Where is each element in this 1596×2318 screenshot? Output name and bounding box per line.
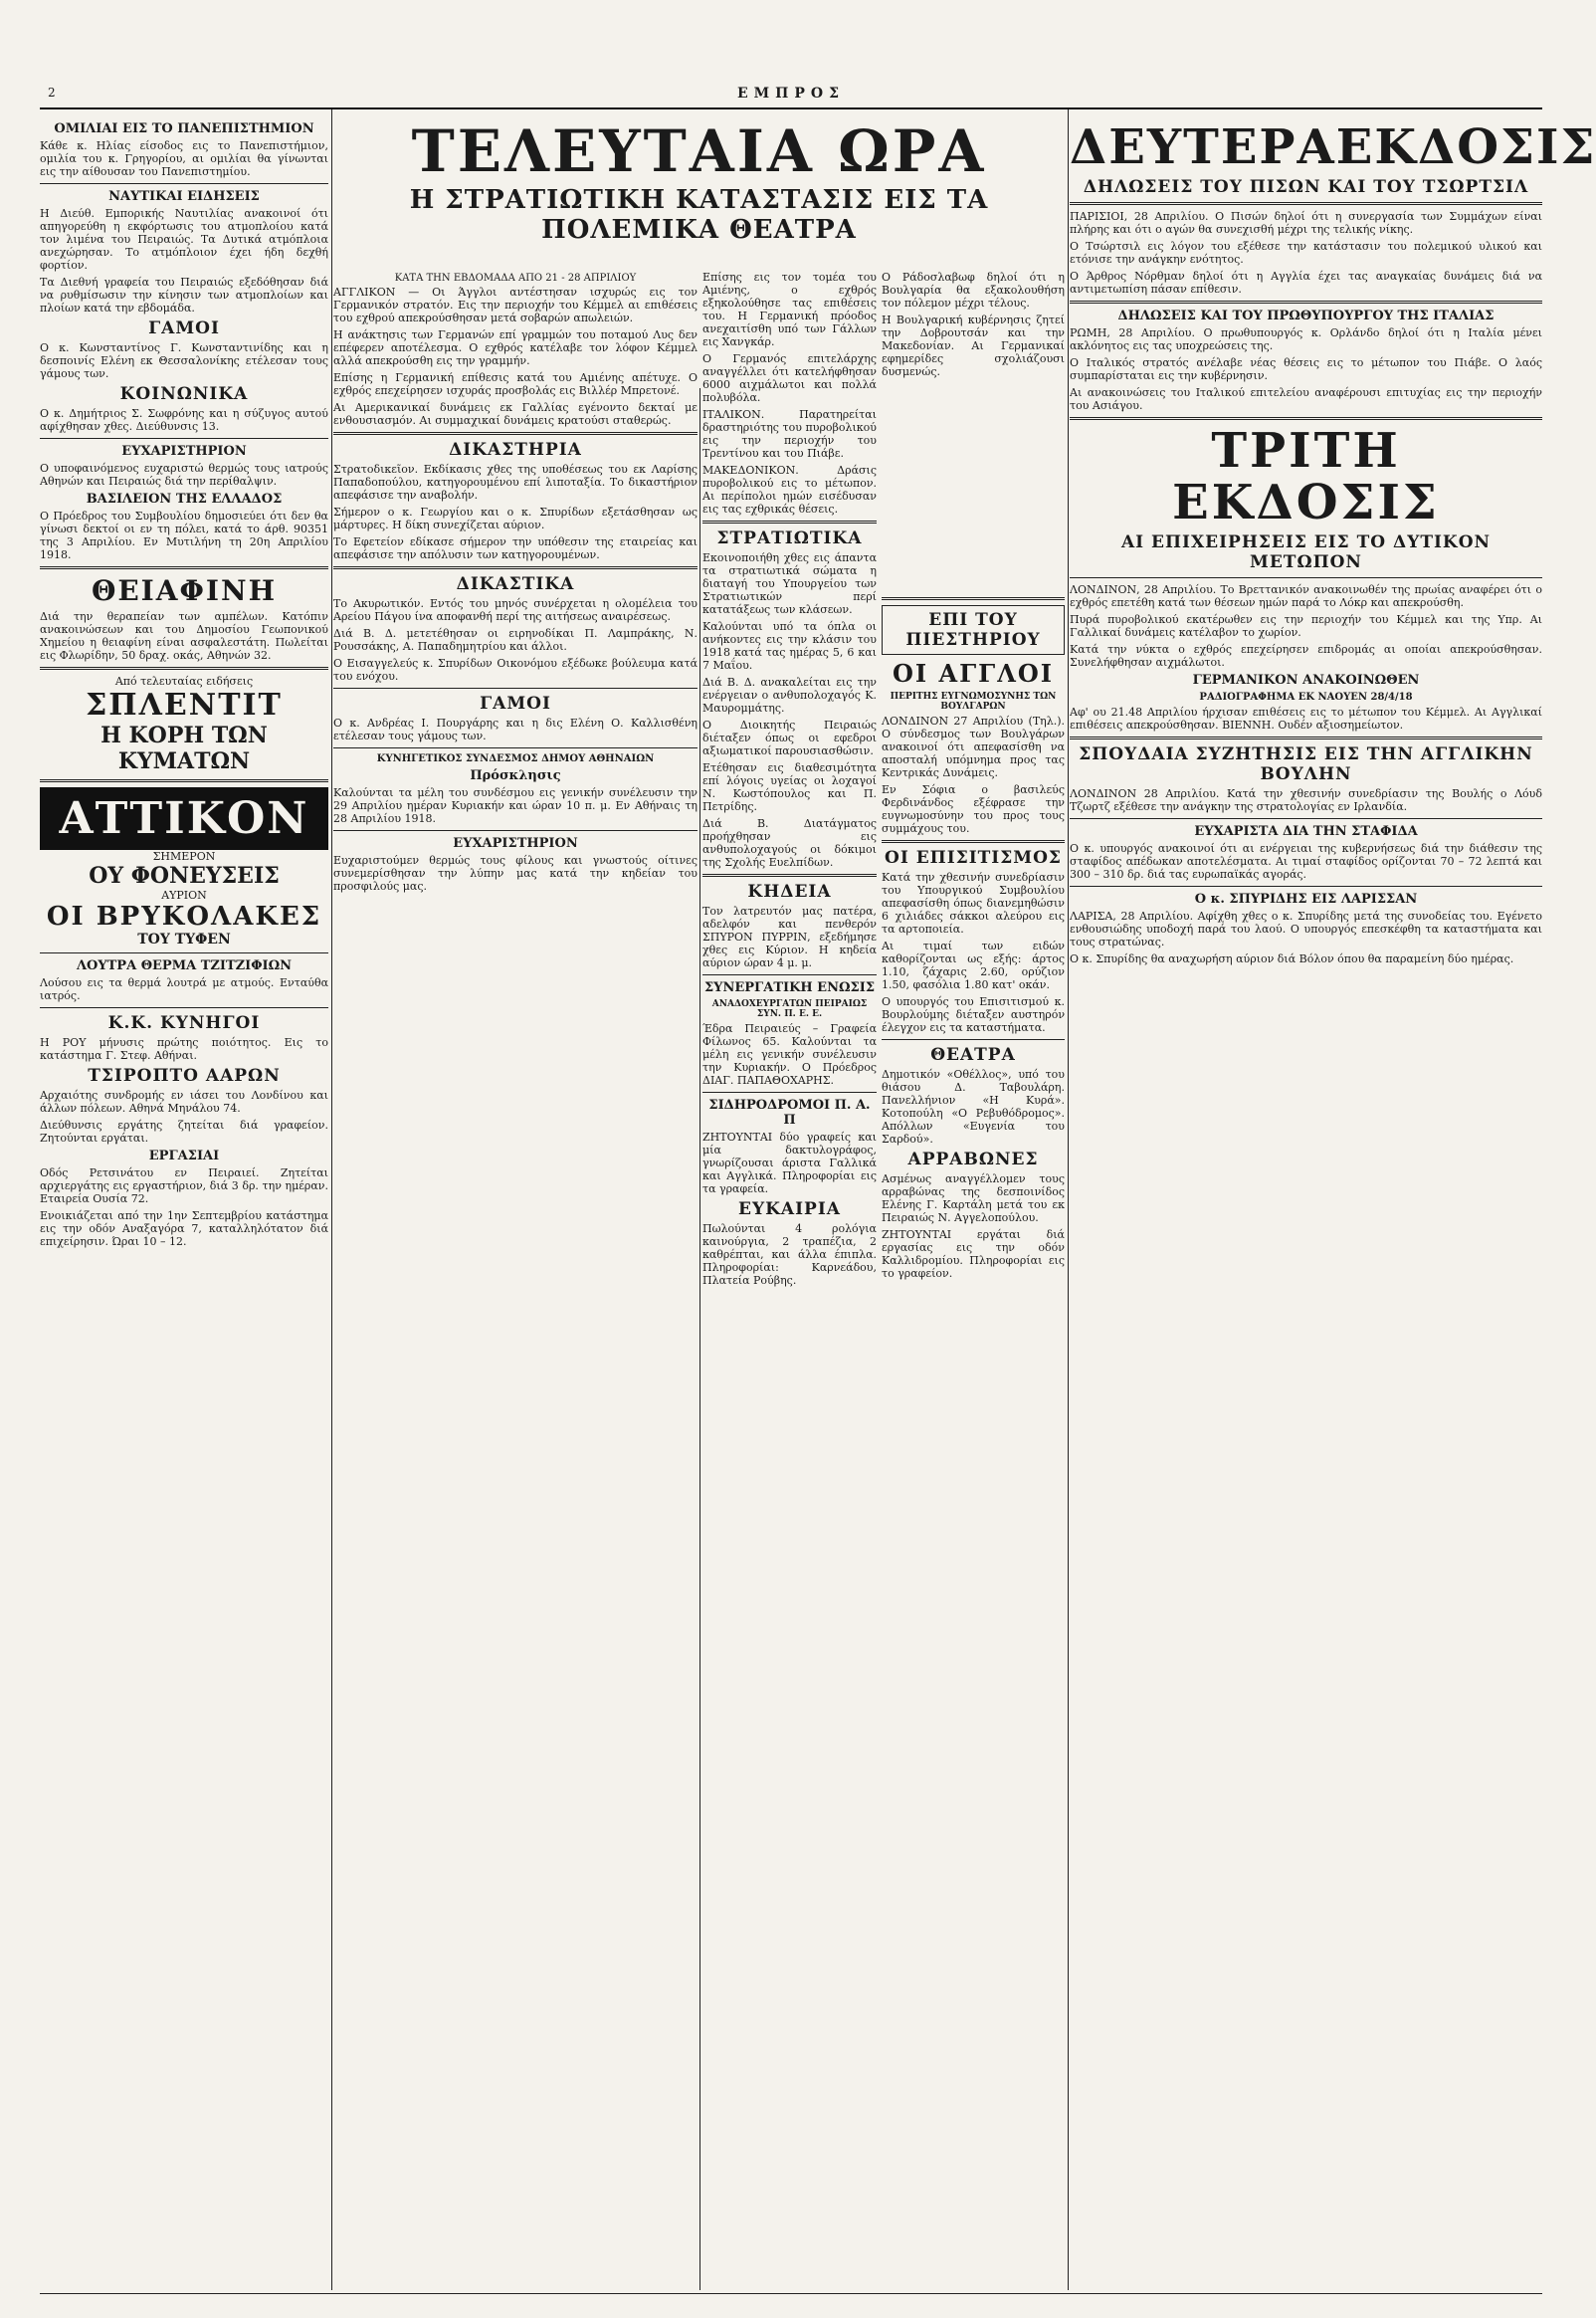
article-text: Διεύθυνσις εργάτης ζητείται διά γραφείον. Ζητούνται εργάται. — [40, 1119, 328, 1145]
article-text: Αι τιμαί των ειδών καθορίζονται ως εξής: άρτος 1.10, ζάχαρις 2.60, ορύζιον 1.50, φασόλια 1.80 κατ' οκάν. — [882, 940, 1065, 991]
article-text: Τον λατρευτόν μας πατέρα, αδελφόν και πενθερόν ΣΠΥΡΟΝ ΠΥΡΡΙΝ, εξεδήμησε χθες εις Κύριον. Η κηδεία αύριον ώραν 4 μ. μ. — [702, 905, 877, 969]
headline-social: ΚΟΙΝΩΝΙΚΑ — [119, 384, 249, 404]
article-text: Η Βουλγαρική κυβέρνησις ζητεί την Δοβρουτσάν και την Μακεδονίαν. Αι Γερμανικαί εφημερίδες σχολιάζουσι δυσμενώς. — [882, 314, 1065, 378]
divider — [1070, 886, 1542, 887]
masthead — [40, 86, 1542, 109]
article-text: ΖΗΤΟΥΝΤΑΙ εργάται διά εργασίας εις την οδόν Καλλιδρομίου. Πληροφορίαι εις το γραφείον. — [882, 1228, 1065, 1280]
article-text: Αι ανακοινώσεις του Ιταλικού επιτελείου αναφέρουσι επιτυχίας εις την περιοχήν του Ασιάγου. — [1070, 386, 1542, 412]
column-rule — [699, 388, 700, 2290]
article-text: Ενοικιάζεται από την 1ην Σεπτεμβρίου κατάστημα εις την οδόν Αναξαγόρα 7, καταλληλότατον διά επιχείρησιν. Ώραι 10 – 12. — [40, 1209, 328, 1248]
article-text: Πυρά πυροβολικού εκατέρωθεν εις την περιοχήν του Κέμμελ και της Υπρ. Αι Γαλλικαί δυνάμεις κατέλαβον το χωρίον. — [1070, 613, 1542, 639]
divider — [333, 566, 698, 569]
headline-thanks: ΕΥΧΑΡΙΣΤΗΡΙΟΝ — [453, 836, 578, 851]
article-text: Ο Γερμανός επιτελάρχης αναγγέλλει ότι κατελήφθησαν 6000 αιχμάλωτοι και πολλά πολυβόλα. — [702, 352, 877, 404]
divider — [1070, 577, 1542, 578]
newspaper-name: ΕΜΠΡΟΣ — [736, 86, 845, 102]
article-text: Ο κ. Ανδρέας Ι. Πουργάρης και η δις Ελένη Ο. Καλλισθένη ετέλεσαν τους γάμους των. — [333, 717, 698, 742]
article-text: Ο Διοικητής Πειραιώς διέταξεν όπως οι εφεδροι αξιωματικοί παρουσιασθώσιν. — [702, 719, 877, 757]
column-rule — [331, 109, 332, 2290]
article-text: ΛΑΡΙΣΑ, 28 Απριλίου. Αφίχθη χθες ο κ. Σπυρίδης μετά της συνοδείας του. Εγένετο ενθουσιώδης υποδοχή παρά του λαού. Ο υπουργός επεσκέφθη τα καταστήματα και τους στρατώνας. — [1070, 910, 1542, 948]
article-text: Ο Άρθρος Νόρθμαν δηλοί ότι η Αγγλία έχει τας αναγκαίας δυνάμεις διά να αντιμετωπίση πάσαν επίθεσιν. — [1070, 270, 1542, 296]
divider — [702, 521, 877, 524]
headline-on-the-press: ΕΠΙ ΤΟΥ ΠΙΕΣΤΗΡΙΟΥ — [882, 605, 1065, 655]
headline-judicial: ΔΙΚΑΣΤΙΚΑ — [456, 574, 575, 594]
article-text: Ο Εισαγγελεύς κ. Σπυρίδων Οικονόμου εξέδωκε βούλευμα κατά του ενόχου. — [333, 657, 698, 683]
article-text: Το Εφετείον εδίκασε σήμερον την υπόθεσιν της εταιρείας και απεφάσισε την απόλυσιν των κατηγορουμένων. — [333, 535, 698, 561]
divider — [882, 1039, 1065, 1040]
ad-subtitle: ΑΥΡΙΟΝ — [161, 889, 207, 902]
article-text: Εκοινοποιήθη χθες εις άπαντα τα στρατιωτικά σώματα η διαταγή του Υπουργείου των Στρατιωτικών περί κατατάξεως των κλάσεων. — [702, 551, 877, 616]
article-text: Επίσης η Γερμανική επίθεσις κατά του Αμιένης απέτυχε. Ο εχθρός επεχείρησεν ισχυράς προσβολάς εις Βιλλέρ Μπρετονέ. — [333, 371, 698, 397]
article-text: Τα Διεθνή γραφεία του Πειραιώς εξεδόθησαν διά να ρυθμίσωσιν την κίνησιν των ατμοπλοίων και πλοίων κατά την εβδομάδα. — [40, 276, 328, 315]
article-text: Έδρα Πειραιεύς – Γραφεία Φίλωνος 65. Καλούνται τα μέλη εις γενικήν συνέλευσιν την Κυριακήν. Ο Πρόεδρος ΔΙΑΓ. ΠΑΠΑΘΟΧΑΡΗΣ. — [702, 1022, 877, 1087]
article-text: Ο κ. Σπυρίδης θα αναχωρήση αύριον διά Βόλον όπου θα παραμείνη δύο ημέρας. — [1070, 952, 1514, 965]
article-text: Δημοτικόν «Οθέλλος», υπό του θιάσου Δ. Ταβουλάρη. Πανελλήνιον «Η Κυρά». Κοτοπούλη «Ο Ρεβυθόδρομος». Απόλλων «Ευγενία του Σαρδού». — [882, 1068, 1065, 1146]
divider — [40, 779, 328, 782]
headline-bulgarian-gratitude: ΠΕΡΙΤΗΣ ΕΥΓΝΩΜΟΣΥΝΗΣ ΤΩΝ ΒΟΥΛΓΑΡΩΝ — [890, 692, 1057, 712]
ad-title: ΣΠΛΕΝΤΙΤ — [86, 688, 283, 723]
article-text: Ο Τσώρτσιλ εις λόγον του εξέθεσε την κατάστασιν του πολεμικού υλικού και ετόνισε την ανάγκην ενότητος. — [1070, 240, 1542, 266]
headline-courts: ΔΙΚΑΣΤΗΡΙΑ — [449, 440, 582, 460]
article-text: Οδός Ρετσινάτου εν Πειραιεί. Ζητείται αρχιεργάτης εις εργαστήριον, διά 3 δρ. την ημέραν. Εταιρεία Ουσία 72. — [40, 1166, 328, 1205]
advertisement-attikon — [40, 787, 328, 948]
article-text: ΖΗΤΟΥΝΤΑΙ δύο γραφείς και μία δακτυλογράφος, γνωρίζουσαι άριστα Γαλλικά και Αγγλικά. Πληροφορίαι εις τα γραφεία. — [702, 1131, 877, 1195]
ad-small-text: Από τελευταίας ειδήσεις — [114, 675, 254, 688]
headline-cooperative: ΣΥΝΕΡΓΑΤΙΚΗ ΕΝΩΣΙΣ — [703, 980, 876, 995]
article-text: Διά Β. Δ. ανακαλείται εις την ενέργειαν ο ανθυπολοχαγός Κ. Μαυρομμάτης. — [702, 676, 877, 715]
article-text: Επίσης εις τον τομέα του Αμιένης, ο εχθρός εξηκολούθησε τας επιθέσεις του. Η Γερμανική πρόοδος ανεχαιτίσθη υπό των Γάλλων εις Χανγκάρ. — [702, 271, 877, 348]
headline-theatres: ΘΕΑΤΡΑ — [930, 1045, 1016, 1065]
article-text: Διά Β. Διατάγματος προήχθησαν εις ανθυπολοχαγούς οι δόκιμοι της Σχολής Ευελπίδων. — [702, 817, 877, 869]
article-text: Πωλούνται 4 ρολόγια καινούργια, 2 τραπέζια, 2 καθρέπται, και άλλα έπιπλα. Πληροφορίαι: Καρνεάδου, Πλατεία Ρούβης. — [702, 1222, 877, 1287]
article-text: Η ανάκτησις των Γερμανών επί γραμμών του ποταμού Λυς δεν επέφερεν αποτέλεσμα. Ο εχθρός κατέλαβε τον λόφον Κέμμελ αλλά απεκρούσθη εις την γραμμήν. — [333, 328, 698, 367]
article-text: ΜΑΚΕΔΟΝΙΚΟΝ. Δράσις πυροβολικού εις το μέτωπον. Αι περίπολοι ημών εισέδυσαν εις τας εχθρικάς θέσεις. — [702, 464, 877, 516]
ad-subtitle: ΣΗΜΕΡΟΝ — [152, 850, 216, 863]
headline-hunting-club: ΚΥΝΗΓΕΤΙΚΟΣ ΣΥΝΔΕΣΜΟΣ ΔΗΜΟΥ ΑΘΗΝΑΙΩΝ — [376, 753, 655, 764]
headline-kingdom: ΒΑΣΙΛΕΙΟΝ ΤΗΣ ΕΛΛΑΔΟΣ — [86, 492, 283, 507]
article-text: Η Διεύθ. Εμπορικής Ναυτιλίας ανακοινοί ότι απηγορεύθη η εκφόρτωσις του ατμοπλοίου κατά τον λιμένα του Πειραιώς. Τα Δυτικά ατμόπλοια ανεχώρησαν. Το ατμόπλοιον έχει ήδη δεχθή φορτίον. — [40, 207, 328, 272]
divider — [40, 667, 328, 670]
article-text: Αι Αμερικανικαί δυνάμεις εκ Γαλλίας εγένοντο δεκταί με ενθουσιασμόν. Αι συμμαχικαί δυνάμεις κρατούσι σταθερώς. — [333, 401, 698, 427]
column-4 — [1070, 117, 1596, 2318]
article-text: Ο Ιταλικός στρατός ανέλαβε νέας θέσεις εις το μέτωπον του Πιάβε. Ο λαός συμπαρίσταται εις την κυβέρνησιν. — [1070, 356, 1542, 382]
ad-subtitle: ΟΙ ΒΡΥΚΟΛΑΚΕΣ — [46, 902, 322, 932]
divider — [1070, 301, 1542, 304]
headline-theiafini: ΘΕΙΑΦΙΝΗ — [91, 574, 278, 607]
article-text: Κατά την νύκτα ο εχθρός επεχείρησεν επιδρομάς αι οποίαι απεκρούσθησαν. Συνελήφθησαν αιχμάλωτοι. — [1070, 643, 1542, 669]
headline-lectures: ΟΜΙΛΙΑΙ ΕΙΣ ΤΟ ΠΑΝΕΠΙΣΤΗΜΙΟΝ — [54, 121, 314, 136]
headline-engagements: ΑΡΡΑΒΩΝΕΣ — [907, 1150, 1039, 1169]
divider — [882, 840, 1065, 843]
article-text: Στρατοδικεῖον. Εκδίκασις χθες της υποθέσεως του εκ Λαρίσης Παπαδοπούλου, κατηγορουμένου επί λιποταξία. Το δικαστήριον απεφάσισε την αναβολήν. — [333, 463, 698, 502]
dateline: ΚΑΤΑ ΤΗΝ ΕΒΔΟΜΑΔΑ ΑΠΟ 21 - 28 ΑΠΡΙΛΙΟΥ — [394, 273, 637, 284]
divider — [40, 566, 328, 569]
divider — [1070, 818, 1542, 819]
headline-funeral: ΚΗΔΕΙΑ — [747, 882, 832, 902]
headline-third-edition: ΤΡΙΤΗ ΕΚΔΟΣΙΣ — [1172, 423, 1440, 530]
divider — [702, 974, 877, 975]
headline-supply: ΟΙ ΕΠΙΣΙΤΙΣΜΟΣ — [885, 848, 1062, 868]
headline-baths: ΛΟΥΤΡΑ ΘΕΡΜΑ ΤΖΙΤΖΙΦΙΩΝ — [76, 958, 293, 973]
article-text: Αρχαιότης συνδρομής εν ιάσει του Λονδίνου και άλλων πόλεων. Αθηνά Μηνάλου 74. — [40, 1089, 328, 1115]
article-text: Η ΡΟΥ μήνυσις πρώτης ποιότητος. Εις το κατάστημα Γ. Στεφ. Αθήναι. — [40, 1036, 328, 1062]
headline-raisin: ΕΥΧΑΡΙΣΤΑ ΔΙΑ ΤΗΝ ΣΤΑΦΙΔΑ — [1194, 824, 1418, 839]
article-text: Κάθε κ. Ηλίας είσοδος εις το Πανεπιστήμιον, ομιλία του κ. Γρηγορίου, αι ομιλίαι θα γίνωνται εις την αίθουσαν του Πανεπιστημίου. — [40, 139, 328, 178]
ad-subtitle: Η ΚΟΡΗ ΤΩΝ ΚΥΜΑΤΩΝ — [100, 723, 268, 774]
headline-naval-news: ΝΑΥΤΙΚΑΙ ΕΙΔΗΣΕΙΣ — [108, 189, 260, 204]
article-text: Ο υποφαινόμενος ευχαριστώ θερμώς τους ιατρούς Αθηνών και Πειραιώς διά την περίθαλψιν. — [40, 462, 328, 488]
page-number: 2 — [48, 86, 56, 100]
article-text: Το Ακυρωτικόν. Εντός του μηνός συνέρχεται η ολομέλεια του Αρείου Πάγου ίνα αποφανθή περί της αιτήσεως αναιρέσεως. — [333, 597, 698, 623]
divider — [702, 1092, 877, 1093]
article-text: Ο Ράδοσλαβωφ δηλοί ότι η Βουλγαρία θα εξακολουθήση τον πόλεμον μέχρι τέλους. — [882, 271, 1065, 310]
headline-military: ΣΤΡΑΤΙΩΤΙΚΑ — [716, 528, 863, 548]
divider — [333, 747, 698, 748]
headline-pichon-churchill: ΔΗΛΩΣΕΙΣ ΤΟΥ ΠΙΣΩΝ ΚΑΙ ΤΟΥ ΤΣΩΡΤΣΙΛ — [1083, 177, 1529, 197]
ad-subtitle: ΤΟΥ ΤΥΦΕΝ — [137, 932, 231, 948]
article-text: ΛΟΝΔΙΝΟΝ 27 Απριλίου (Τηλ.). Ο σύνδεσμος των Βουλγάρων ανακοινοί ότι απεφασίσθη να αποσταλή υπόμνημα προς τας Κεντρικάς Δυνάμεις. — [882, 715, 1065, 779]
article-text: Σήμερον ο κ. Γεωργίου και ο κ. Σπυρίδων εξετάσθησαν ως μάρτυρες. Η δίκη συνεχίζεται αύριον. — [333, 506, 698, 531]
headline-spyridis-larissa: Ο κ. ΣΠΥΡΙΔΗΣ ΕΙΣ ΛΑΡΙΣΣΑΝ — [1194, 892, 1418, 907]
divider — [333, 432, 698, 435]
article-text: Διά την θεραπείαν των αμπέλων. Κατόπιν ανακοινώσεων και του Δημοσίου Γεωπονικού Χημείου η θειαφίνη είναι ασφαλεστάτη. Πωλείται εις Φλωρίδην, 50 δραχ. οκάς, Αθηνών 32. — [40, 610, 328, 662]
divider — [702, 874, 877, 877]
article-text: Καλούνται τα μέλη του συνδέσμου εις γενικήν συνέλευσιν την 29 Απριλίου ημέραν Κυριακήν και ώραν 10 π. μ. Εν Αθήναις τη 28 Απριλίου 1918. — [333, 786, 698, 825]
article-text: Ο κ. Κωνσταντίνος Γ. Κωνσταντινίδης και η δεσποινίς Ελένη εκ Θεσσαλονίκης ετέλεσαν τους γάμους των. — [40, 341, 328, 380]
divider — [1070, 737, 1542, 739]
headline-hunters: Κ.Κ. ΚΥΝΗΓΟΙ — [107, 1013, 261, 1033]
ad-title: ΑΤΤΙΚΟΝ — [40, 787, 328, 850]
divider — [40, 183, 328, 184]
article-text: Κατά την χθεσινήν συνεδρίασιν του Υπουργικού Συμβουλίου απεφασίσθη όπως διανεμηθώσιν 6 χιλιάδες σάκκοι αλεύρου εις τα αρτοποιεία. — [882, 871, 1065, 936]
divider — [40, 1007, 328, 1008]
article-text: ΡΩΜΗ, 28 Απριλίου. Ο πρωθυπουργός κ. Ορλάνδο δηλοί ότι η Ιταλία μένει ακλόνητος εις τας υποχρεώσεις της. — [1070, 326, 1542, 352]
headline-radiogram: ΡΑΔΙΟΓΡΑΦΗΜΑ ΕΚ ΝΑΟΥΕΝ 28/4/18 — [1199, 692, 1413, 703]
article-text: Διά Β. Δ. μετετέθησαν οι ειρηνοδίκαι Π. Λαμπράκης, Ν. Ρουσσάκης, Α. Παπαδημητρίου και άλλοι. — [333, 627, 698, 653]
article-text: ΙΤΑΛΙΚΟΝ. Παρατηρείται δραστηριότης του πυροβολικού εις την περιοχήν του Τρεντίνου και του Πιάβε. — [702, 408, 877, 460]
divider — [333, 688, 698, 689]
column-2 — [333, 271, 698, 2318]
headline-military-situation: Η ΣΤΡΑΤΙΩΤΙΚΗ ΚΑΤΑΣΤΑΣΙΣ ΕΙΣ ΤΑ ΠΟΛΕΜΙΚΑ ΘΕΑΤΡΑ — [409, 185, 989, 245]
article-text: Εν Σόφια ο βασιλεύς Φερδινάνδος εξέφρασε την ευγνωμοσύνην του προς τους συμμάχους του. — [882, 783, 1065, 835]
article-text: Ετέθησαν εις διαθεσιμότητα επί λόγοις υγείας οι λοχαγοί Ν. Κωστόπουλος και Π. Πετρίδης. — [702, 761, 877, 813]
column-1 — [40, 117, 328, 2318]
headline-the-english: ΟΙ ΑΓΓΛΟΙ — [893, 659, 1054, 688]
headline-weddings: ΓΑΜΟΙ — [148, 318, 220, 338]
article-text: Ο Πρόεδρος του Συμβουλίου δημοσιεύει ότι δεν θα γίνωσι δεκτοί οι εν τη πόλει, κατά το άρθ. 90351 της 3 Απριλίου. Εν Μυτιλήνη τη 20η Απριλίου 1918. — [40, 510, 328, 561]
article-text: ΑΓΓΛΙΚΟΝ — Οι Άγγλοι αντέστησαν ισχυρώς εις τον Γερμανικόν στρατόν. Εις την περιοχήν του Κέμμελ αι επιθέσεις του εχθρού απεκρούσθησαν μετά σοβαρών απωλειών. — [333, 286, 698, 324]
article-text: Ο υπουργός του Επισιτισμού κ. Βουρλούμης διέταξεν αυστηρόν έλεγχον εις τα καταστήματα. — [882, 995, 1065, 1034]
divider — [40, 952, 328, 953]
headline-british-parliament: ΣΠΟΥΔΑΙΑ ΣΥΖΗΤΗΣΙΣ ΕΙΣ ΤΗΝ ΑΓΓΛΙΚΗΝ ΒΟΥΛΗΝ — [1079, 744, 1533, 784]
article-text: Ευχαριστούμεν θερμώς τους φίλους και γνωστούς οίτινες συνεμερίσθησαν την λύπην μας κατά την κηδείαν του προσφιλούς μας. — [333, 854, 698, 893]
advertisement-splendid — [40, 675, 328, 774]
divider — [333, 830, 698, 831]
headline-invitation: Πρόσκλησις — [470, 768, 561, 783]
headline-german-communique: ΓΕΡΜΑΝΙΚΟΝ ΑΝΑΚΟΙΝΩΘΕΝ — [1192, 673, 1420, 688]
headline-italian-pm: ΔΗΛΩΣΕΙΣ ΚΑΙ ΤΟΥ ΠΡΩΘΥΠΟΥΡΓΟΥ ΤΗΣ ΙΤΑΛΙΑΣ — [1117, 309, 1495, 323]
headline-last-hour: ΤΕΛΕΥΤΑΙΑ ΩΡΑ — [411, 117, 987, 185]
headline-second-edition: ΔΕΥΤΕΡΑΕΚΔΟΣΙΣ — [1070, 119, 1596, 175]
column-3 — [702, 271, 877, 2318]
headline-railways: ΣΙΔΗΡΟΔΡΟΜΟΙ Π. Α. Π — [708, 1098, 871, 1128]
divider — [1070, 202, 1542, 205]
headline-weddings: ΓΑΜΟΙ — [480, 694, 551, 714]
divider — [882, 597, 1065, 600]
divider — [1070, 417, 1542, 420]
headline-western-front: ΑΙ ΕΠΙΧΕΙΡΗΣΕΙΣ ΕΙΣ ΤΟ ΔΥΤΙΚΟΝ ΜΕΤΩΠΟΝ — [1120, 532, 1492, 572]
article-text: Λούσου εις τα θερμά λουτρά με ατμούς. Ενταύθα ιατρός. — [40, 976, 328, 1002]
bottom-rule — [40, 2293, 1542, 2308]
headline-opportunity: ΕΥΚΑΙΡΙΑ — [738, 1199, 841, 1219]
headline-works: ΕΡΓΑΣΙΑΙ — [148, 1149, 220, 1163]
article-text: Καλούνται υπό τα όπλα οι ανήκοντες εις την κλάσιν του 1918 κατά τας ημέρας 5, 6 και 7 Μαΐου. — [702, 620, 877, 672]
divider — [40, 438, 328, 439]
headline-tsiropto: ΤΣΙΡΟΠΤΟ ΑΑΡΩΝ — [88, 1066, 281, 1086]
column-3b — [882, 271, 1065, 2318]
headline-cooperative-sub: ΑΝΑΔΟΧΕΥΡΓΑΤΩΝ ΠΕΙΡΑΙΩΣ ΣΥΝ. Π. Ε. Ε. — [711, 999, 868, 1019]
article-text: Ασμένως αναγγέλλομεν τους αρραβώνας της δεσποινίδος Ελένης Γ. Καρτάλη μετά του εκ Πειραιώς Ν. Αγγελοπούλου. — [882, 1172, 1065, 1224]
ad-subtitle: ΟΥ ΦΟΝΕΥΣΕΙΣ — [89, 863, 280, 889]
article-text: Ο κ. Δημήτριος Σ. Σωφρόνης και η σύζυγος αυτού αφίχθησαν χθες. Διεύθυνσις 13. — [40, 407, 328, 433]
article-text: Αφ' ου 21.48 Απριλίου ήρχισαν επιθέσεις εις το μέτωπον του Κέμμελ. Αι Αγγλικαί επιθέσεις απεκρούσθησαν. ΒΙΕΝΝΗ. Ουδέν αξιοσημείωτον. — [1070, 706, 1542, 732]
article-text: ΠΑΡΙΣΙΟΙ, 28 Απριλίου. Ο Πισών δηλοί ότι η συνεργασία των Συμμάχων είναι πλήρης και ότι ο αγών θα συνεχισθή μέχρι της τελικής νίκης. — [1070, 210, 1542, 236]
top-banner — [333, 117, 1065, 267]
article-text: ΛΟΝΔΙΝΟΝ 28 Απριλίου. Κατά την χθεσινήν συνεδρίασιν της Βουλής ο Λόυδ Τζωρτζ εξέθεσε την ανάγκην της στρατολογίας εν Ιρλανδία. — [1070, 787, 1542, 813]
article-text: Ο κ. υπουργός ανακοινοί ότι αι ενέργειαι της κυβερνήσεως διά την διάθεσιν της σταφίδος απέδωκαν αποτελέσματα. Αι τιμαί σταφίδος ορίζονται 70 – 72 λεπτά και 300 – 310 δρ. διά τας ευρωπαϊκάς αγοράς. — [1070, 842, 1542, 881]
column-rule — [1068, 109, 1069, 2290]
article-text: ΛΟΝΔΙΝΟΝ, 28 Απριλίου. Το Βρεττανικόν ανακοινωθέν της πρωίας αναφέρει ότι ο εχθρός επετέθη κατά των θέσεων ημών παρά το Λόκρ και απεκρούσθη. — [1070, 583, 1542, 609]
headline-thanks: ΕΥΧΑΡΙΣΤΗΡΙΟΝ — [121, 444, 247, 459]
